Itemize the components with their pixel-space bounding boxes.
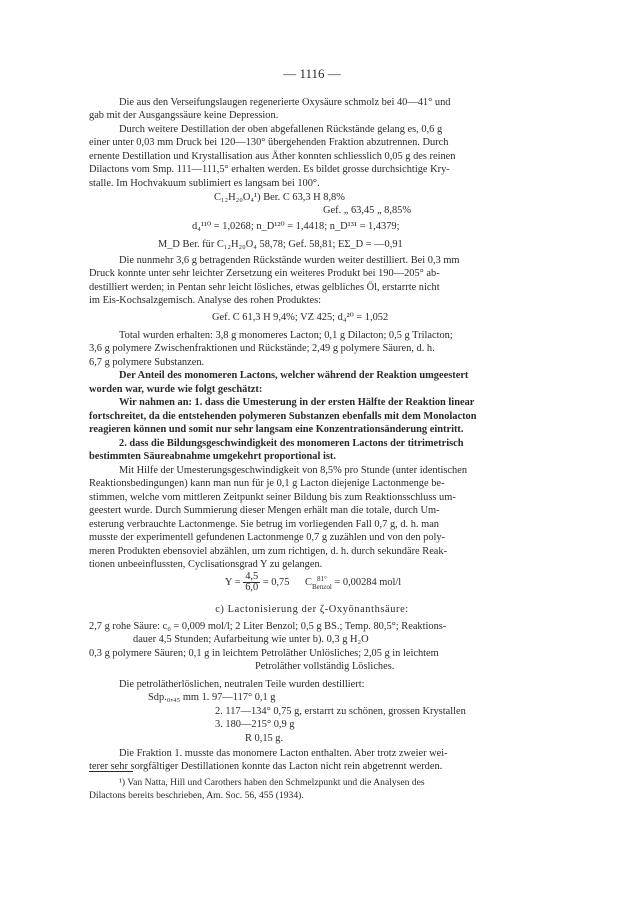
equation-result: = 0,75 [262,576,290,588]
text-line: 3,6 g polymere Zwischenfraktionen und Rückstände; 2,49 g polymere Säuren, d. h. [89,343,435,354]
text-line: dauer 4,5 Stunden; Aufarbeitung wie unter b). 0,3 g H₂O [133,634,369,645]
equation-fraction [243,572,260,593]
text-line: Wir nahmen an: 1. dass die Umesterung in der ersten Hälfte der Reaktion linear [119,397,475,408]
text-line: Reaktionsbedingungen) kann man nun für je 0,1 g Lacton diejenige Lactonmenge be- [89,478,445,489]
distillation-row: 3. 180—215° 0,9 g [215,719,295,730]
text-line: 6,7 g polymere Substanzen. [89,357,205,368]
equation-c-sup: 81° [316,574,327,583]
section-heading: c) Lactonisierung der ζ-Oxyönanthsäure: [215,604,409,615]
text-line: bestimmten Säureabnahme umgekehrt proportional ist. [89,451,336,462]
equation-c-scripts [312,575,332,591]
text-line: tionen unbeeinflussten, Cyclisationsgrad Y zu gelangen. [89,559,323,570]
formula-line: Gef. C 61,3 H 9,4%; VZ 425; d₄²⁰ = 1,052 [212,312,389,323]
text-line: terer sehr sorgfältiger Destillationen konnte das Lacton nicht rein abgetrennt werden. [89,761,443,772]
distillation-row: 2. 117—134° 0,75 g, erstarrt zu schönen, grossen Krystallen [215,706,466,717]
text-line: im Eis-Kochsalzgemisch. Analyse des rohen Produktes: [89,295,322,306]
formula-line: C₁₂H₂₀O₄¹) Ber. C 63,3 H 8,8% [214,192,345,203]
text-line: Druck konnte unter sehr leichter Zersetzung ein weiteres Produkt bei 190—205° ab- [89,268,440,279]
text-line: destilliert werden; in Pentan sehr leicht lösliches, etwas gelbliches Öl, erstarrte nicht [89,282,440,293]
text-line: meren Produkten ebensoviel abzählen, um zum richtigen, d. h. durch sekundäre Reak- [89,546,448,557]
text-line: Die petrolätherlöslichen, neutralen Teile wurden destilliert: [119,679,365,690]
text-line: stimmen, welche vom mittleren Zeitpunkt seiner Bildung bis zum Reaktionsschluss um- [89,492,456,503]
text-line: Dilactons vom Smp. 111—111,5° erhalten werden. Es bildet grosse durchsichtige Kry- [89,164,450,175]
equation-numerator: 4,5 [245,571,259,582]
equation-c-value: = 0,00284 mol/l [334,576,402,588]
formula-line: Gef. „ 63,45 „ 8,85% [323,205,412,216]
footnote-line: ¹) Van Natta, Hill und Carothers haben den Schmelzpunkt und die Analysen des [119,777,425,788]
equation-c: C [305,576,312,588]
equation-y: Y = [225,576,241,588]
text-line: geestert wurde. Durch Summierung dieser Mengen erhält man die totale, durch Um- [89,505,440,516]
equation-c-sub: Benzol [311,582,332,591]
page-number: — 1116 — [283,66,341,81]
distillation-row: R 0,15 g. [245,733,284,744]
text-line: 2. dass die Bildungsgeschwindigkeit des monomeren Lactons der titrimetrisch [119,438,464,449]
text-line: 0,3 g polymere Säuren; 0,1 g in leichtem Petroläther Unlösliches; 2,05 g in leichtem [89,648,439,659]
text-line: einer unter 0,03 mm Druck bei 120—130° übergehenden Fraktion abzutrennen. Durch [89,137,449,148]
text-line: 2,7 g rohe Säure: c₀ = 0,009 mol/l; 2 Liter Benzol; 0,5 g BS.; Temp. 80,5°; Reaktions- [89,621,447,632]
text-line: Mit Hilfe der Umesterungsgeschwindigkeit von 8,5% pro Stunde (unter identischen [119,465,468,476]
text-line: Total wurden erhalten: 3,8 g monomeres Lacton; 0,1 g Dilacton; 0,5 g Trilacton; [119,330,453,341]
formula-line: M_D Ber. für C₁₂H₂₀O₄ 58,78; Gef. 58,81; EΣ_D = —0,91 [158,239,403,250]
text-line: musste der experimentell gefundenen Lactonmenge 0,7 g zuzählen und von den poly- [89,532,446,543]
footnote-line: Dilactons bereits beschrieben, Am. Soc. 56, 455 (1934). [89,790,304,801]
text-line: reagieren können und somit nur sehr langsam eine Konzentrationsänderung eintritt. [89,424,464,435]
text-line: gab mit der Ausgangssäure keine Depression. [89,110,279,121]
equation [225,572,401,593]
text-line: Petroläther vollständig Lösliches. [255,661,395,672]
text-line: Die Fraktion 1. musste das monomere Lacton enthalten. Aber trotz zweier wei- [119,748,448,759]
distillation-row: Sdp.₀,₄₅ mm 1. 97—117° 0,1 g [148,692,276,703]
text-line: worden war, wurde wie folgt geschätzt: [89,384,263,395]
text-line: stalle. Im Hochvakuum sublimiert es langsam bei 100°. [89,178,320,189]
text-line: fortschreitet, da die entstehenden polymeren Substanzen ebenfalls mit dem Monolacton [89,411,477,422]
text-line: Die nunmehr 3,6 g betragenden Rückstände wurden weiter destilliert. Bei 0,3 mm [119,255,460,266]
text-line: Der Anteil des monomeren Lactons, welcher während der Reaktion umgeestert [119,370,469,381]
footnote-rule [89,771,133,772]
text-line: ernente Destillation und Krystallisation aus Äther konnten schliesslich 0,05 g des reinen [89,151,456,162]
text-line: Durch weitere Destillation der oben abgefallenen Rückstände gelang es, 0,6 g [119,124,443,135]
equation-denominator: 6,0 [245,582,259,593]
text-line: esterung verbrauchte Lactonmenge. Sie betrug im vorliegenden Fall 0,7 g, d. h. man [89,519,440,530]
text-line: Die aus den Verseifungslaugen regenerierte Oxysäure schmolz bei 40—41° und [119,97,451,108]
formula-line: d₄¹¹⁰ = 1,0268; n_D¹²⁰ = 1,4418; n_D¹³¹ = 1,4379; [192,221,400,232]
